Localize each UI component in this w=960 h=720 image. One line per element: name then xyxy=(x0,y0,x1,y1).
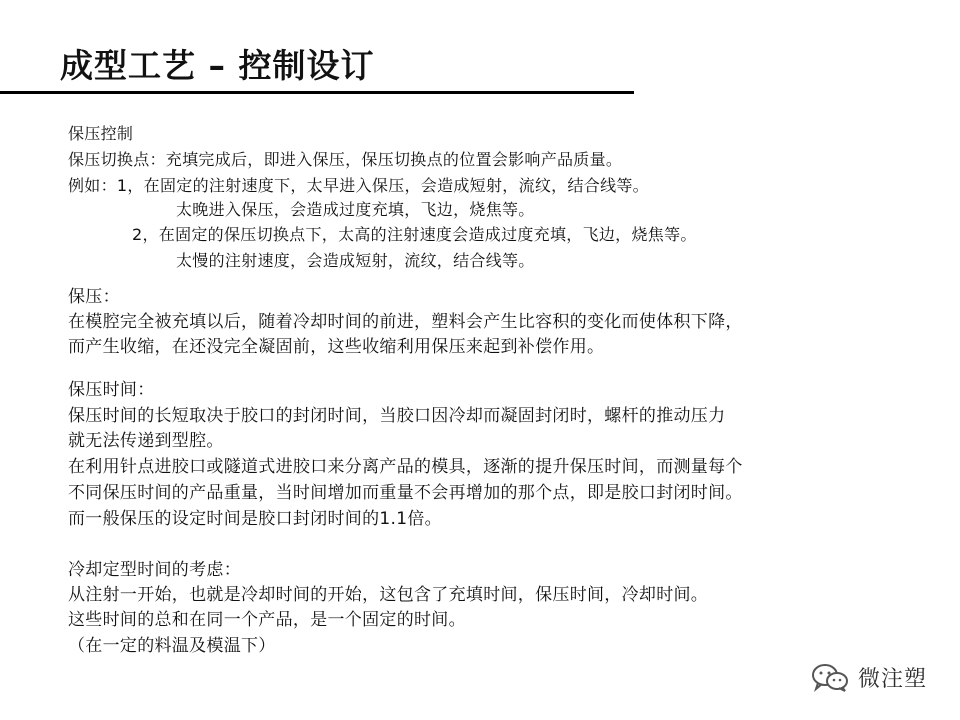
text-line: 2，在固定的保压切换点下，太高的注射速度会造成过度充填，飞边，烧焦等。 xyxy=(132,225,697,244)
slide-title: 成型工艺 – 控制设订 xyxy=(60,46,375,85)
text-line: 从注射一开始，也就是冷却时间的开始，这包含了充填时间，保压时间，冷却时间。 xyxy=(68,585,709,605)
text-line: 太晚进入保压，会造成过度充填，飞边，烧焦等。 xyxy=(176,200,535,219)
text-line: 这些时间的总和在同一个产品，是一个固定的时间。 xyxy=(68,610,466,630)
text-line: 就无法传递到型腔。 xyxy=(68,431,224,451)
text-line: 在模腔完全被充填以后，随着冷却时间的前进，塑料会产生比容积的变化而使体积下降， xyxy=(68,312,743,332)
text-line: 保压时间的长短取决于胶口的封闭时间，当胶口因冷却而凝固封闭时，螺杆的推动压力 xyxy=(68,406,726,426)
section-heading: 保压时间： xyxy=(68,380,155,400)
text-line: 在利用针点进胶口或隧道式进胶口来分离产品的模具，逐渐的提升保压时间，而测量每个 xyxy=(68,457,743,477)
text-line: 太慢的注射速度，会造成短射，流纹，结合线等。 xyxy=(176,251,535,270)
watermark xyxy=(810,662,927,693)
section-heading: 冷却定型时间的考虑： xyxy=(68,560,241,580)
text-line: 而产生收缩，在还没完全凝固前，这些收缩利用保压来起到补偿作用。 xyxy=(68,337,605,357)
text-line: 例如：1，在固定的注射速度下，太早进入保压，会造成短射，流纹，结合线等。 xyxy=(68,176,649,195)
text-line: （在一定的料温及模温下） xyxy=(68,636,276,656)
text-line: 而一般保压的设定时间是胶口封闭时间的1.1倍。 xyxy=(68,509,442,529)
section-heading: 保压控制 xyxy=(68,124,134,143)
wechat-icon xyxy=(810,663,850,693)
watermark-text: 微注塑 xyxy=(858,667,928,692)
text-line: 保压切换点：充填完成后，即进入保压，保压切换点的位置会影响产品质量。 xyxy=(68,150,623,169)
text-line: 不同保压时间的产品重量，当时间增加而重量不会再增加的那个点，即是胶口封闭时间。 xyxy=(68,483,743,503)
title-underline xyxy=(0,91,634,94)
section-heading: 保压： xyxy=(68,287,120,307)
